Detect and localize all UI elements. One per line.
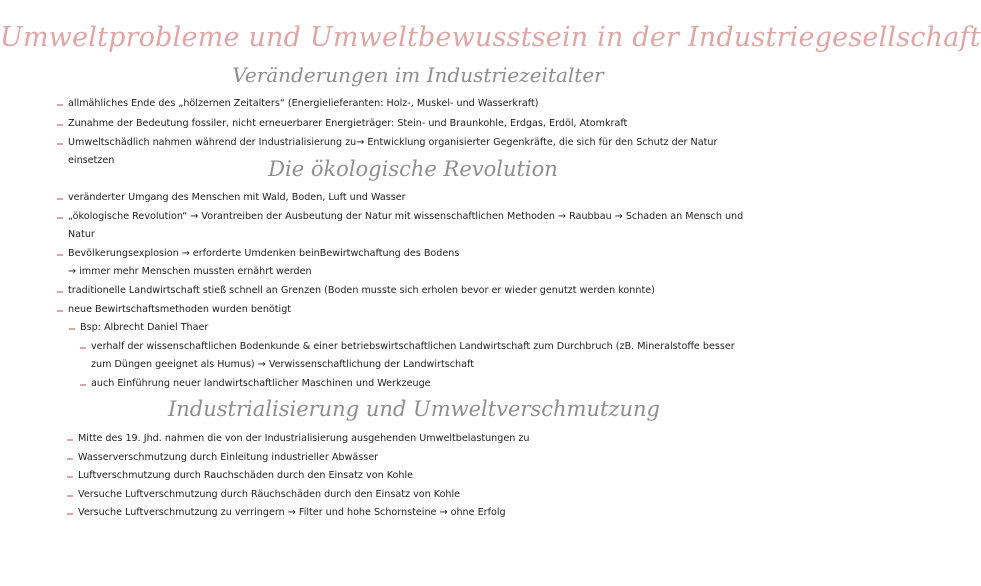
bullet-dash: [80, 384, 86, 386]
bullet-dash: [57, 143, 63, 145]
bullet-dash: [67, 476, 73, 478]
bullet-dash: [57, 104, 63, 106]
section-heading-3: Industrialisierung und Umweltverschmutzung: [167, 397, 660, 421]
list-item-continuation: → immer mehr Menschen mussten ernährt werden: [68, 266, 312, 277]
bullet-dash: [57, 291, 63, 293]
list-item-continuation: Natur: [68, 229, 95, 240]
bullet-dash: [67, 495, 73, 497]
bullet-dash: [67, 439, 73, 441]
list-item-nested: verhalf der wissenschaftlichen Bodenkunde & einer betriebswirtschaftlichen Landwirtschaft zum Durchbruch (zB. Mineralstoffe besser: [91, 341, 735, 352]
list-item: „ökologische Revolution“ → Vorantreiben der Ausbeutung der Natur mit wissenschaftlichen Methoden → Raubbau → Schaden an Mensch und: [68, 211, 744, 222]
bullet-dash: [57, 124, 63, 126]
list-item: Luftverschmutzung durch Rauchschäden durch den Einsatz von Kohle: [78, 470, 414, 481]
list-item: veränderter Umgang des Menschen mit Wald, Boden, Luft und Wasser: [68, 192, 406, 203]
bullet-dash: [67, 458, 73, 460]
list-item-continuation: zum Düngen geeignet als Humus) → Verwissenschaftlichung der Landwirtschaft: [91, 359, 474, 370]
section-heading-1: Veränderungen im Industriezeitalter: [232, 63, 604, 87]
page-title: Umweltprobleme und Umweltbewusstsein in der Industriegesellschaft: [0, 22, 981, 53]
section-heading-2: Die ökologische Revolution: [268, 157, 558, 181]
bullet-dash: [69, 328, 75, 330]
list-item: allmähliches Ende des „hölzernen Zeitalters“ (Energielieferanten: Holz-, Muskel- und Wasserkraft): [68, 98, 539, 109]
list-item: Wasserverschmutzung durch Einleitung industrieller Abwässer: [78, 452, 379, 463]
list-item: traditionelle Landwirtschaft stieß schnell an Grenzen (Boden musste sich erholen bevor er wieder genutzt werden konnte): [68, 285, 655, 296]
list-item: Versuche Luftverschmutzung durch Räuchschäden durch den Einsatz von Kohle: [78, 489, 461, 500]
list-item: Mitte des 19. Jhd. nahmen die von der Industrialisierung ausgehenden Umweltbelastungen zu: [78, 433, 530, 444]
list-item: neue Bewirtschaftsmethoden wurden benötigt: [68, 304, 292, 315]
bullet-dash: [80, 347, 86, 349]
bullet-dash: [57, 198, 63, 200]
list-item-nested: Bsp: Albrecht Daniel Thaer: [80, 322, 209, 333]
list-item: Bevölkerungsexplosion → erforderte Umdenken beinBewirtwchaftung des Bodens: [68, 248, 460, 259]
bullet-dash: [57, 310, 63, 312]
list-item-nested: auch Einführung neuer landwirtschaftlicher Maschinen und Werkzeuge: [91, 378, 431, 389]
list-item: Versuche Luftverschmutzung zu verringern → Filter und hohe Schornsteine → ohne Erfolg: [78, 507, 506, 518]
bullet-dash: [57, 217, 63, 219]
list-item: Umweltschädlich nahmen während der Industrialisierung zu→ Entwicklung organisierter Gegenkräfte, die sich für den Schutz der Natur: [68, 137, 718, 148]
list-item: Zunahme der Bedeutung fossiler, nicht erneuerbarer Energieträger: Stein- und Braunkohle, Erdgas, Erdöl, Atomkraft: [68, 118, 628, 129]
list-item-continuation: einsetzen: [68, 155, 115, 166]
bullet-dash: [57, 254, 63, 256]
bullet-dash: [67, 513, 73, 515]
